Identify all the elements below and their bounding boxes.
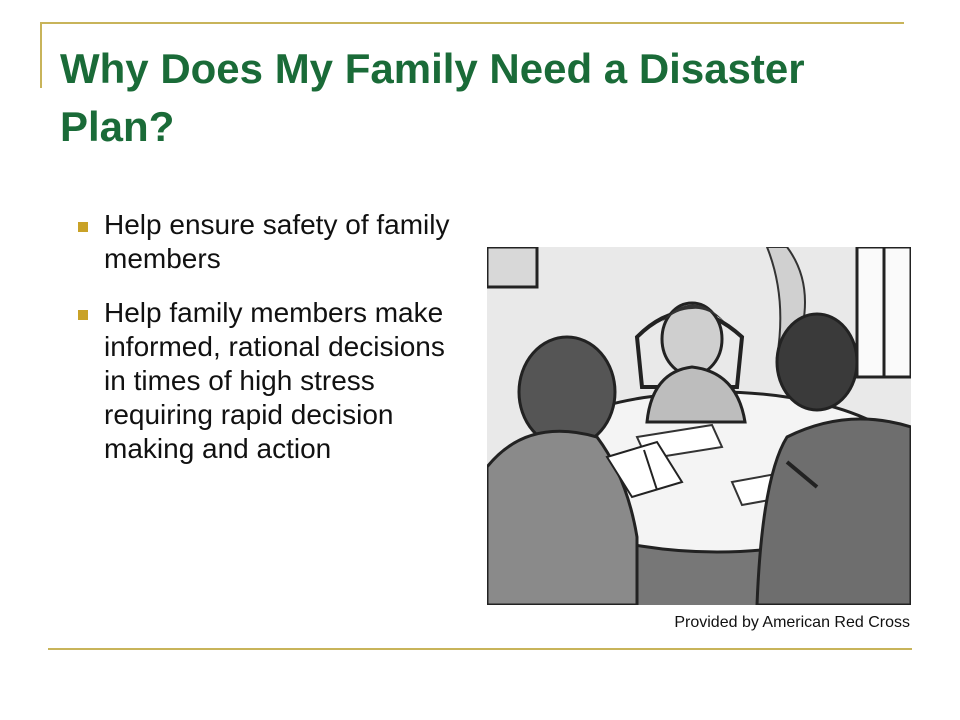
bullet-text: Help family members make informed, rational decisions in times of high stress requiring rapid decision making and action <box>104 297 445 464</box>
family-at-table-drawing <box>487 247 911 605</box>
bullet-marker-icon <box>78 310 88 320</box>
bottom-rule <box>48 648 912 650</box>
top-rule <box>40 22 904 24</box>
bullet-item <box>74 208 464 276</box>
slide-title: Why Does My Family Need a Disaster Plan? <box>60 45 805 150</box>
bullet-item <box>74 296 464 466</box>
left-rule <box>40 22 42 88</box>
family-planning-illustration <box>487 247 911 605</box>
image-credit-caption: Provided by American Red Cross <box>674 614 910 631</box>
bullet-text: Help ensure safety of family members <box>104 209 450 274</box>
bullet-list <box>74 208 464 486</box>
bullet-marker-icon <box>78 222 88 232</box>
